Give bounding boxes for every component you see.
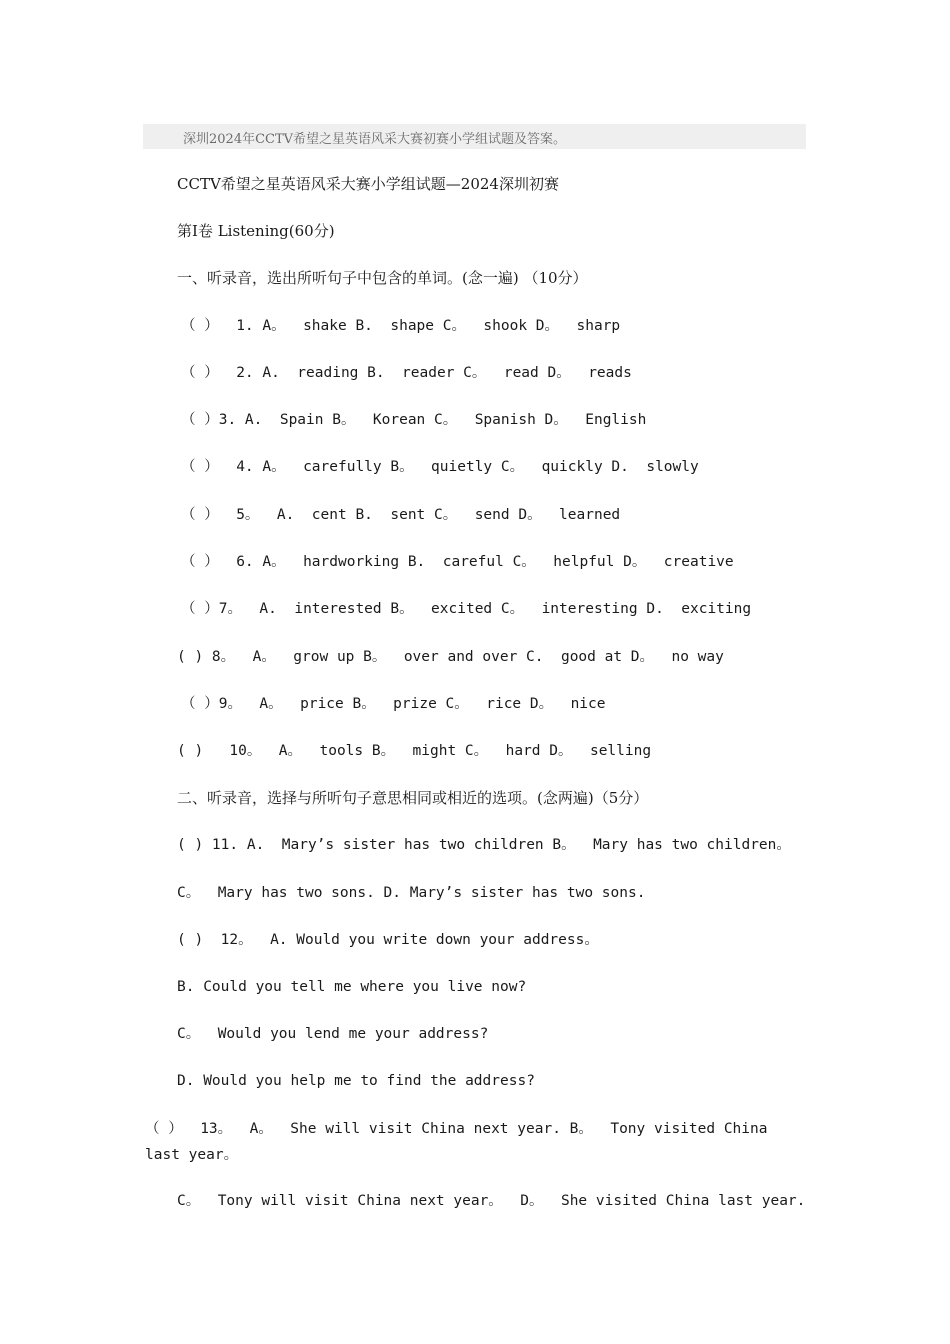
question-1: （ ） 1. A。 shake B. shape C。 shook D。 sharp bbox=[181, 318, 621, 334]
question-3: （ ）3. A. Spain B。 Korean C。 Spanish D。 English bbox=[181, 412, 647, 428]
question-12-line1: ( ) 12。 A. Would you write down your address。 bbox=[177, 932, 599, 948]
question-11-line1: ( ) 11. A. Mary’s sister has two children B。 Mary has two children。 bbox=[177, 837, 791, 853]
question-11-line2: C。 Mary has two sons. D. Mary’s sister has two sons. bbox=[177, 885, 646, 901]
question-9: （ ）9。 A。 price B。 prize C。 rice D。 nice bbox=[181, 696, 606, 712]
question-2: （ ） 2. A. reading B. reader C。 read D。 reads bbox=[181, 365, 632, 381]
question-6: （ ） 6. A。 hardworking B. careful C。 helpful D。 creative bbox=[181, 554, 734, 570]
question-12-line2: B. Could you tell me where you live now? bbox=[177, 979, 527, 995]
question-10: ( ) 10。 A。 tools B。 might C。 hard D。 selling bbox=[177, 743, 652, 759]
part2-instructions: 二、听录音，选择与所听句子意思相同或相近的选项。(念两遍)（5分） bbox=[177, 789, 649, 807]
question-13-line2: C。 Tony will visit China next year。 D。 She visited China last year. bbox=[177, 1193, 806, 1209]
question-12-line4: D. Would you help me to find the address? bbox=[177, 1073, 535, 1089]
question-8: ( ) 8。 A。 grow up B。 over and over C. good at D。 no way bbox=[177, 649, 724, 665]
part1-instructions: 一、听录音，选出所听句子中包含的单词。(念一遍) （10分） bbox=[177, 269, 588, 287]
question-5: （ ） 5。 A. cent B. sent C。 send D。 learned bbox=[181, 507, 621, 523]
document-title: CCTV希望之星英语风采大赛小学组试题—2024深圳初赛 bbox=[177, 175, 559, 193]
header-bar bbox=[143, 124, 806, 149]
header-title: 深圳2024年CCTV希望之星英语风采大赛初赛小学组试题及答案。 bbox=[183, 132, 567, 147]
question-7: （ ）7。 A. interested B。 excited C。 interesting D. exciting bbox=[181, 601, 752, 617]
question-12-line3: C。 Would you lend me your address? bbox=[177, 1026, 489, 1042]
question-13-line1: （ ） 13。 A。 She will visit China next year. B。 Tony visited China last year。 bbox=[145, 1121, 777, 1163]
question-4: （ ） 4. A。 carefully B。 quietly C。 quickly D. slowly bbox=[181, 459, 699, 475]
section-heading: 第I卷 Listening(60分) bbox=[177, 222, 335, 240]
